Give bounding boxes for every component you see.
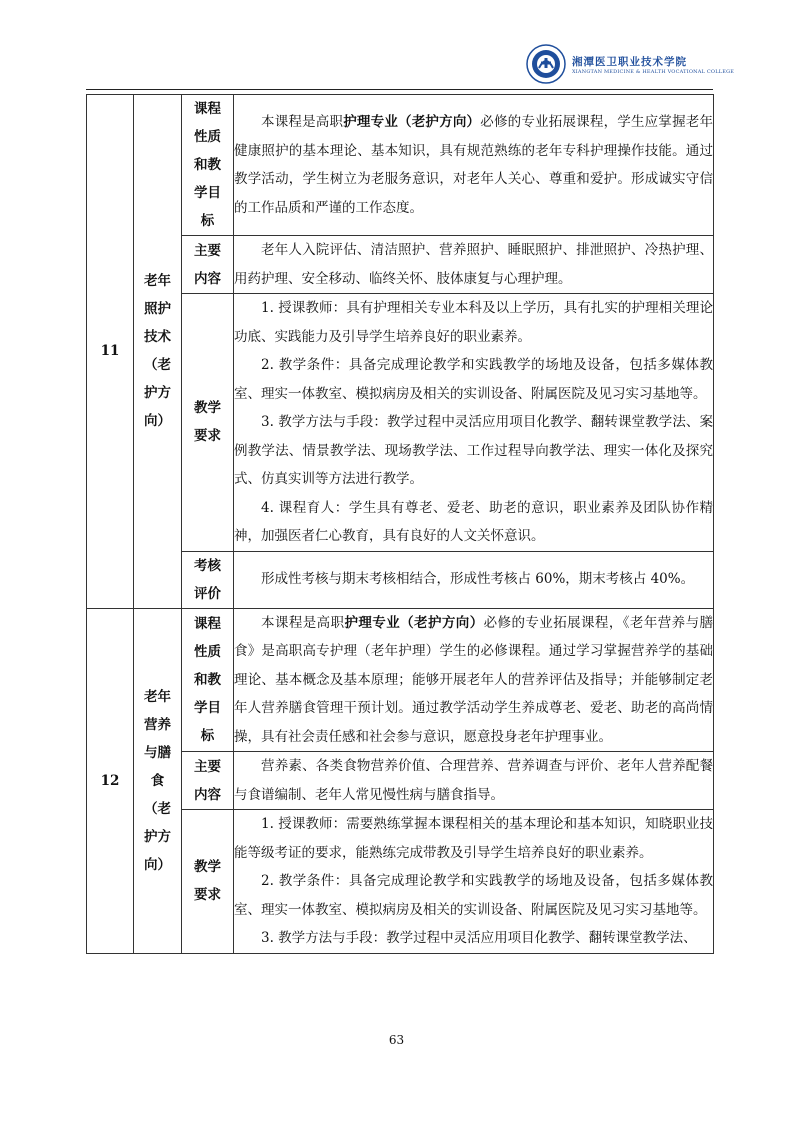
paragraph: 3. 教学方法与手段：教学过程中灵活应用项目化教学、翻转课堂教学法、 <box>261 930 697 946</box>
row-label: 教学要求 <box>194 400 221 445</box>
college-logo <box>526 44 734 84</box>
table-row <box>87 810 714 954</box>
course-table <box>86 94 714 954</box>
paragraph: 营养素、各类食物营养价值、合理营养、营养调查与评价、老年人营养配餐与食谱编制、老年人常见慢性病与膳食指导。 <box>234 758 713 803</box>
row-label-cell <box>182 752 234 810</box>
college-name-en: XIANGTAN MEDICINE & HEALTH VOCATIONAL COLLEGE <box>572 68 735 75</box>
course-name-cell <box>134 608 182 953</box>
row-content <box>234 810 714 954</box>
table-row <box>87 608 714 752</box>
row-content <box>234 608 714 752</box>
row-content <box>234 551 714 608</box>
row-label-cell <box>182 95 234 236</box>
row-label: 考核评价 <box>194 557 221 602</box>
course-number: 11 <box>87 95 134 609</box>
course-name-cell <box>134 95 182 609</box>
row-label-cell <box>182 236 234 294</box>
table-row <box>87 236 714 294</box>
page-number: 63 <box>388 1033 405 1047</box>
college-name: 湘潭医卫职业技术学院 <box>572 55 687 68</box>
major-direction-bold: 护理专业（老护方向） <box>344 614 484 631</box>
row-content <box>234 95 714 236</box>
paragraph: 本课程是高职护理专业（老护方向）必修的专业拓展课程，《老年营养与膳食》是高职高专护理（老年护理）学生的必修课程。通过学习掌握营养学的基础理论、基本概念及基本原理；能够开展老年人的营养评估及指导；并能够制定老年人营养膳食管理干预计划。通过教学活动学生养成尊老、爱老、助老的高尚情操，具有社会责任感和社会参与意识，愿意投身老年护理事业。 <box>234 614 713 745</box>
row-label-cell <box>182 608 234 752</box>
row-label: 课程性质和教学目标 <box>194 615 221 744</box>
paragraph: 1. 授课教师：具有护理相关专业本科及以上学历，具有扎实的护理相关理论功底、实践能力及引导学生培养良好的职业素养。 <box>234 300 713 345</box>
paragraph: 4. 课程育人：学生具有尊老、爱老、助老的意识，职业素养及团队协作精神，加强医者仁心教育，具有良好的人文关怀意识。 <box>234 499 713 544</box>
header-rule <box>86 89 713 90</box>
paragraph: 老年人入院评估、清洁照护、营养照护、睡眠照护、排泄照护、冷热护理、用药护理、安全移动、临终关怀、肢体康复与心理护理。 <box>234 242 713 287</box>
major-direction-bold: 护理专业（老护方向） <box>343 114 481 130</box>
table-row <box>87 294 714 552</box>
row-label-cell <box>182 810 234 954</box>
row-label: 课程性质和教学目标 <box>194 101 221 229</box>
row-content <box>234 236 714 294</box>
row-label-cell <box>182 294 234 552</box>
paragraph: 形成性考核与期末考核相结合，形成性考核占 60%，期末考核占 40%。 <box>261 571 695 588</box>
row-content <box>234 294 714 552</box>
paragraph: 3. 教学方法与手段：教学过程中灵活应用项目化教学、翻转课堂教学法、案例教学法、情景教学法、现场教学法、工作过程导向教学法、理实一体化及探究式、仿真实训等方法进行教学。 <box>234 414 713 487</box>
table-row <box>87 551 714 608</box>
paragraph: 1. 授课教师：需要熟练掌握本课程相关的基本理论和基本知识，知晓职业技能等级考证的要求，能熟练完成带教及引导学生培养良好的职业素养。 <box>234 816 713 861</box>
row-label: 主要内容 <box>194 242 221 287</box>
paragraph: 2. 教学条件：具备完成理论教学和实践教学的场地及设备，包括多媒体教室、理实一体教室、模拟病房及相关的实训设备、附属医院及见习实习基地等。 <box>234 873 713 918</box>
row-label-cell <box>182 551 234 608</box>
row-content <box>234 752 714 810</box>
paragraph: 2. 教学条件：具备完成理论教学和实践教学的场地及设备，包括多媒体教室、理实一体教室、模拟病房及相关的实训设备、附属医院及见习实习基地等。 <box>234 357 713 402</box>
paragraph: 本课程是高职护理专业（老护方向）必修的专业拓展课程，学生应掌握老年健康照护的基本理论、基本知识，具有规范熟练的老年专科护理操作技能。通过教学活动，学生树立为老服务意识，对老年人关心、尊重和爱护。形成诚实守信的工作品质和严谨的工作态度。 <box>234 114 713 216</box>
college-emblem-icon <box>526 44 566 84</box>
row-label: 教学要求 <box>194 859 221 904</box>
table-row <box>87 95 714 236</box>
table-row <box>87 752 714 810</box>
course-name: 老年营养与膳食（老护方向） <box>144 688 171 873</box>
row-label: 主要内容 <box>194 758 221 803</box>
course-name: 老年照护技术（老护方向） <box>144 273 171 430</box>
course-number: 12 <box>87 608 134 953</box>
